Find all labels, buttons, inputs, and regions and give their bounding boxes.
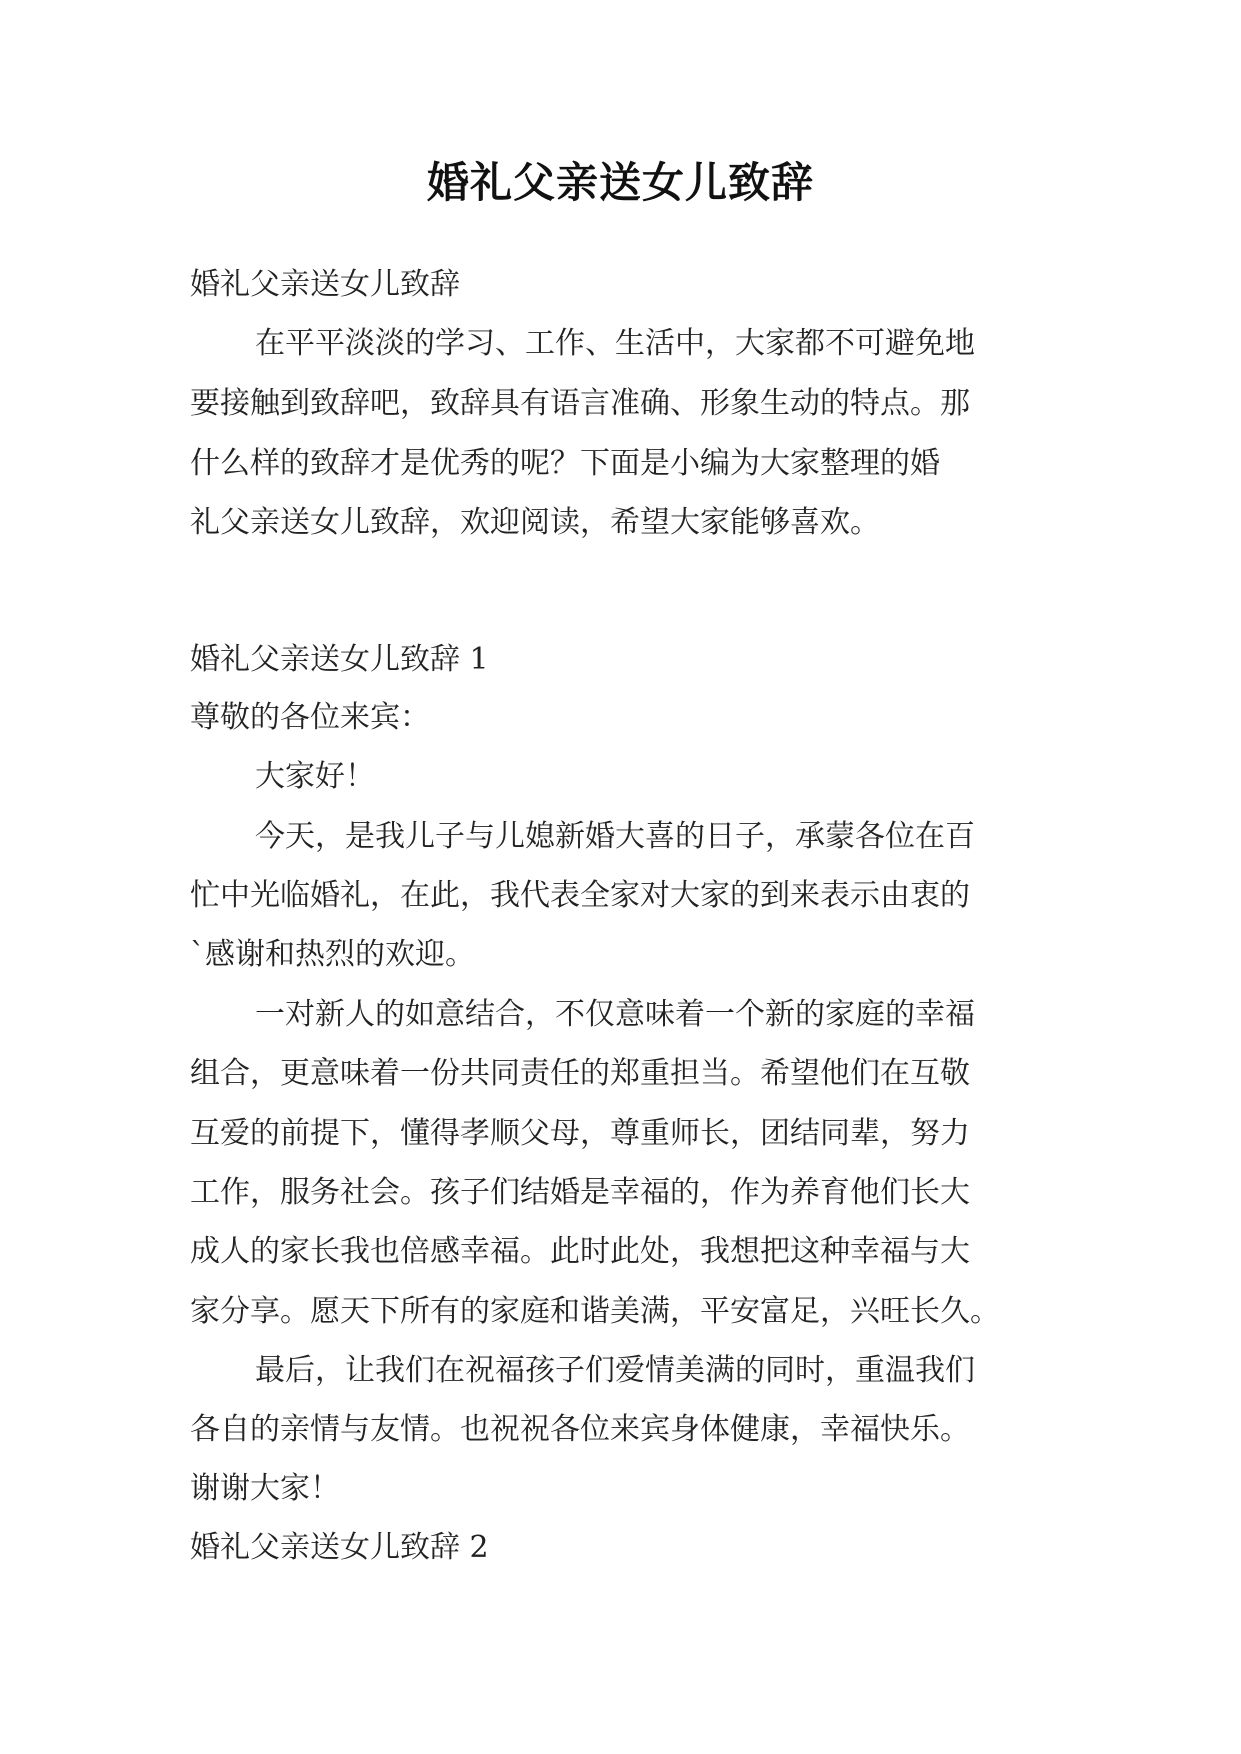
- intro-line: 要接触到致辞吧，致辞具有语言准确、形象生动的特点。那: [190, 386, 970, 421]
- paragraph-line: 最后，让我们在祝福孩子们爱情美满的同时，重温我们: [255, 1353, 975, 1388]
- intro-line: 礼父亲送女儿致辞，欢迎阅读，希望大家能够喜欢。: [190, 505, 880, 540]
- section-heading-2: 婚礼父亲送女儿致辞 2: [190, 1530, 489, 1565]
- paragraph-line: 家分享。愿天下所有的家庭和谐美满，平安富足，兴旺长久。: [190, 1294, 1000, 1329]
- paragraph-line: 一对新人的如意结合，不仅意味着一个新的家庭的幸福: [255, 997, 975, 1032]
- document-title: 婚礼父亲送女儿致辞: [426, 158, 814, 207]
- closing-line: 谢谢大家！: [190, 1471, 340, 1506]
- paragraph-line: 工作，服务社会。孩子们结婚是幸福的，作为养育他们长大: [190, 1175, 970, 1210]
- paragraph-line: 各自的亲情与友情。也祝祝各位来宾身体健康，幸福快乐。: [190, 1412, 970, 1447]
- section-heading-1: 婚礼父亲送女儿致辞 1: [190, 642, 489, 677]
- intro-line: 什么样的致辞才是优秀的呢？下面是小编为大家整理的婚: [190, 446, 940, 481]
- salutation: 尊敬的各位来宾：: [190, 700, 430, 735]
- paragraph-line: 忙中光临婚礼，在此，我代表全家对大家的到来表示由衷的: [190, 878, 970, 913]
- greeting: 大家好！: [255, 759, 375, 794]
- paragraph-line: 成人的家长我也倍感幸福。此时此处，我想把这种幸福与大: [190, 1234, 970, 1269]
- document-subtitle: 婚礼父亲送女儿致辞: [190, 267, 460, 302]
- paragraph-line: `感谢和热烈的欢迎。: [190, 937, 475, 972]
- intro-line: 在平平淡淡的学习、工作、生活中，大家都不可避免地: [255, 326, 975, 361]
- paragraph-line: 今天，是我儿子与儿媳新婚大喜的日子，承蒙各位在百: [255, 819, 975, 854]
- paragraph-line: 组合，更意味着一份共同责任的郑重担当。希望他们在互敬: [190, 1056, 970, 1091]
- paragraph-line: 互爱的前提下，懂得孝顺父母，尊重师长，团结同辈，努力: [190, 1116, 970, 1151]
